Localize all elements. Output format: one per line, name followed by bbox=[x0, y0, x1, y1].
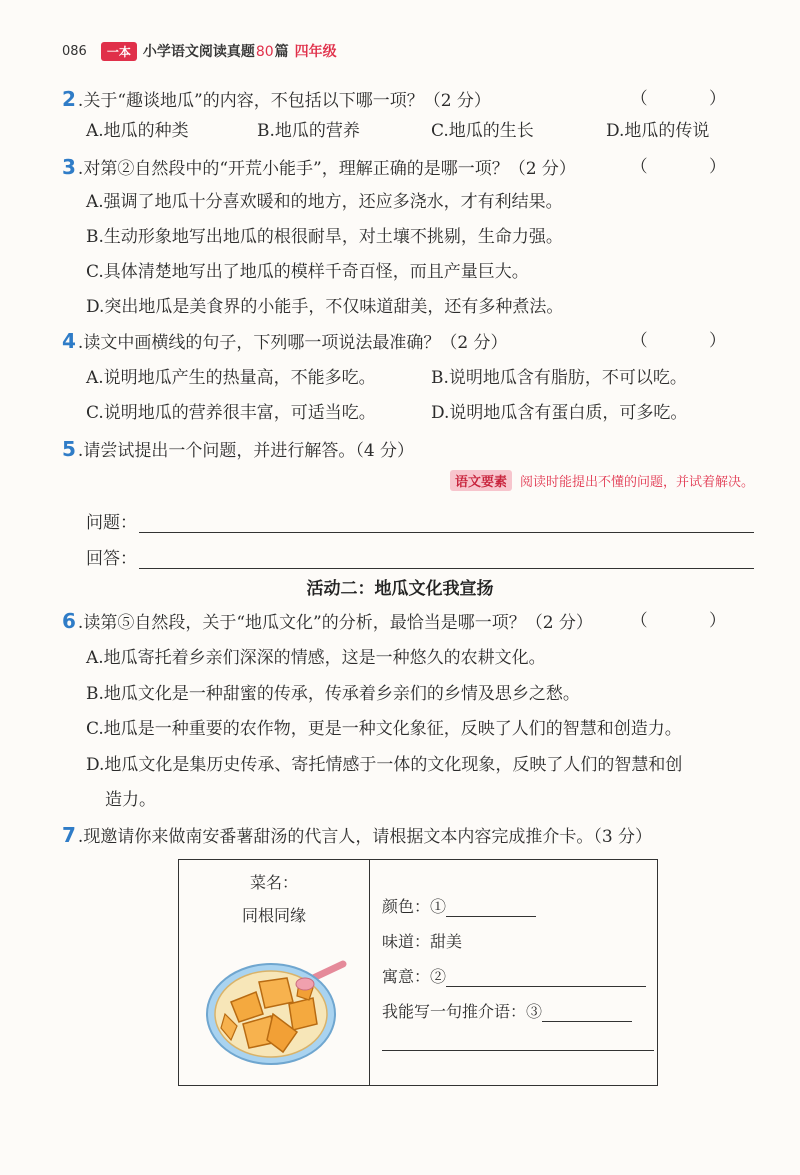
q2-option-c[interactable]: C.地瓜的生长 bbox=[431, 121, 534, 141]
promo-input-line-2[interactable] bbox=[382, 1034, 654, 1051]
question-number: 4 bbox=[62, 329, 76, 353]
promo-row bbox=[382, 999, 632, 1022]
q4-option-b[interactable]: B.说明地瓜含有脂肪，不可以吃。 bbox=[431, 368, 687, 388]
promo-input-line[interactable] bbox=[542, 1005, 632, 1022]
answer-input-line[interactable] bbox=[139, 550, 754, 569]
activity-title: 活动二：地瓜文化我宣扬 bbox=[306, 579, 494, 599]
meaning-input-line[interactable] bbox=[446, 970, 646, 987]
book-count: 80 bbox=[255, 44, 274, 60]
question-label: 问题： bbox=[86, 513, 137, 533]
color-label: 颜色：① bbox=[382, 897, 447, 916]
question-2 bbox=[62, 84, 754, 116]
taste-row bbox=[382, 929, 462, 952]
dish-name: 同根同缘 bbox=[241, 906, 306, 925]
q3-option-b[interactable]: B.生动形象地写出地瓜的根很耐旱，对土壤不挑剔，生命力强。 bbox=[86, 227, 563, 247]
q6-option-b[interactable]: B.地瓜文化是一种甜蜜的传承，传承着乡亲们的乡情及思乡之愁。 bbox=[86, 684, 580, 704]
question-text: .现邀请你来做南安番薯甜汤的代言人，请根据文本内容完成推介卡。（3 分） bbox=[77, 827, 653, 847]
promo-label: 我能写一句推介语：③ bbox=[382, 1002, 543, 1021]
question-4 bbox=[62, 326, 754, 358]
question-text: .读第⑤自然段，关于“地瓜文化”的分析，最恰当是哪一项？（2 分） bbox=[77, 613, 593, 633]
color-row bbox=[382, 894, 536, 917]
question-text: .对第②自然段中的“开荒小能手”，理解正确的是哪一项？（2 分） bbox=[77, 159, 576, 179]
sweet-potato-soup-image bbox=[201, 952, 351, 1072]
question-text: .关于“趣谈地瓜”的内容，不包括以下哪一项？（2 分） bbox=[77, 91, 491, 111]
q3-option-d[interactable]: D.突出地瓜是美食界的小能手，不仅味道甜美，还有多种煮法。 bbox=[86, 297, 564, 317]
q2-option-d[interactable]: D.地瓜的传说 bbox=[606, 121, 710, 141]
q4-option-a[interactable]: A.说明地瓜产生的热量高，不能多吃。 bbox=[86, 368, 376, 388]
page-number: 086 bbox=[62, 43, 87, 59]
page-header bbox=[62, 40, 337, 62]
taste-label: 味道：甜美 bbox=[382, 932, 463, 951]
dish-label: 菜名： bbox=[249, 873, 298, 892]
card-dish-panel bbox=[179, 860, 370, 1085]
question-number: 6 bbox=[62, 609, 76, 633]
brand-logo: 一本 bbox=[101, 42, 137, 61]
q6-option-c[interactable]: C.地瓜是一种重要的农作物，更是一种文化象征，反映了人们的智慧和创造力。 bbox=[86, 719, 682, 739]
question-number: 3 bbox=[62, 155, 76, 179]
grade-label: 四年级 bbox=[294, 44, 337, 60]
q6-option-a[interactable]: A.地瓜寄托着乡亲们深深的情感，这是一种悠久的农耕文化。 bbox=[86, 648, 546, 668]
question-text: .请尝试提出一个问题，并进行解答。（4 分） bbox=[77, 441, 415, 461]
answer-label: 回答： bbox=[86, 549, 137, 569]
question-6 bbox=[62, 606, 754, 638]
skill-tag: 语文要素 bbox=[450, 470, 512, 491]
q2-option-b[interactable]: B.地瓜的营养 bbox=[257, 121, 360, 141]
promo-row-2 bbox=[382, 1034, 654, 1051]
q4-option-d[interactable]: D.说明地瓜含有蛋白质，可多吃。 bbox=[431, 403, 688, 423]
q4-option-c[interactable]: C.说明地瓜的营养很丰富，可适当吃。 bbox=[86, 403, 376, 423]
meaning-row bbox=[382, 964, 646, 987]
q6-option-d[interactable]: D.地瓜文化是集历史传承、寄托情感于一体的文化现象，反映了人们的智慧和创 bbox=[86, 755, 683, 775]
answer-bracket[interactable]: （ ） bbox=[630, 157, 754, 177]
book-title-text: 小学语文阅读真题 bbox=[142, 44, 255, 60]
question-input-line[interactable] bbox=[139, 514, 754, 533]
q3-option-c[interactable]: C.具体清楚地写出了地瓜的模样千奇百怪，而且产量巨大。 bbox=[86, 262, 529, 282]
skill-note bbox=[450, 470, 754, 491]
color-input-line[interactable] bbox=[446, 900, 536, 917]
question-number: 5 bbox=[62, 437, 76, 461]
q6-option-d-continued: 造力。 bbox=[105, 790, 156, 810]
question-3 bbox=[62, 152, 754, 184]
question-number: 2 bbox=[62, 87, 76, 111]
answer-bracket[interactable]: （ ） bbox=[630, 331, 754, 351]
skill-text: 阅读时能提出不懂的问题，并试着解决。 bbox=[519, 475, 754, 490]
answer-bracket[interactable]: （ ） bbox=[630, 89, 754, 109]
book-title bbox=[143, 41, 289, 61]
question-text: .读文中画横线的句子，下列哪一项说法最准确？（2 分） bbox=[77, 333, 508, 353]
book-unit: 篇 bbox=[274, 44, 289, 60]
question-field-row bbox=[86, 508, 754, 533]
question-7 bbox=[62, 820, 754, 852]
q2-option-a[interactable]: A.地瓜的种类 bbox=[86, 121, 189, 141]
question-number: 7 bbox=[62, 823, 76, 847]
meaning-label: 寓意：② bbox=[382, 967, 447, 986]
answer-field-row bbox=[86, 544, 754, 569]
q3-option-a[interactable]: A.强调了地瓜十分喜欢暖和的地方，还应多浇水，才有利结果。 bbox=[86, 192, 563, 212]
answer-bracket[interactable]: （ ） bbox=[630, 611, 754, 631]
recommendation-card bbox=[178, 859, 658, 1086]
question-5 bbox=[62, 434, 754, 466]
